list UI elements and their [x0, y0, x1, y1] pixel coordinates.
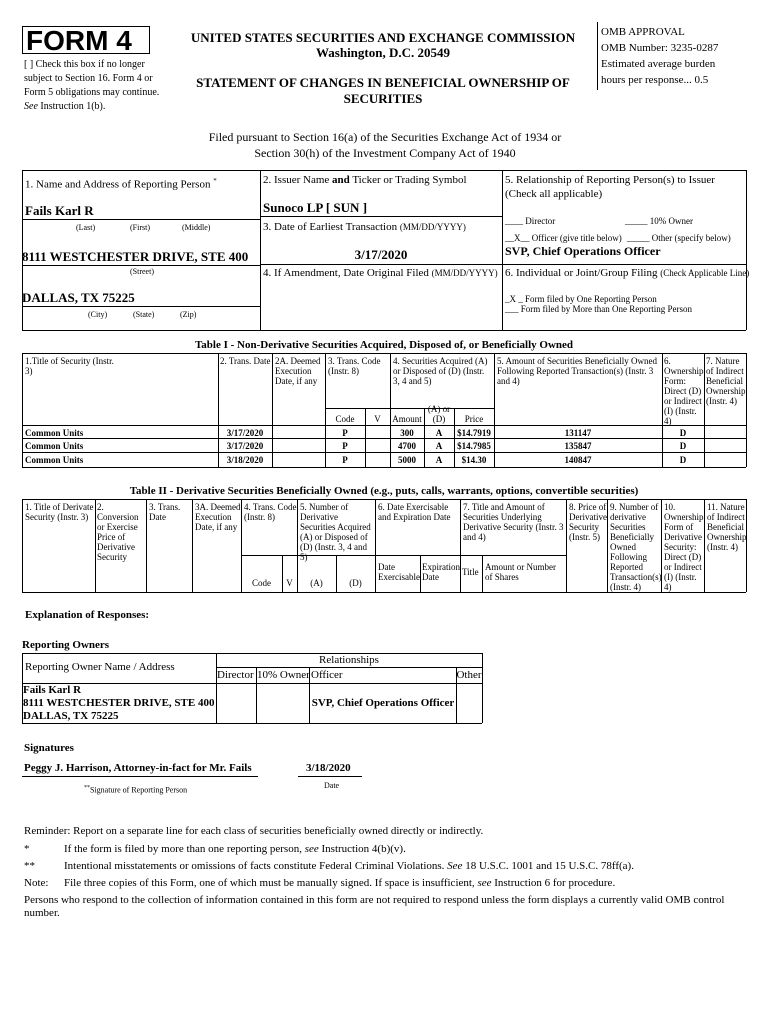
t2-sub-exp: Expiration Date	[422, 562, 460, 582]
t1-line	[22, 467, 746, 468]
box6-label-text: 6. Individual or Joint/Group Filing	[505, 267, 658, 279]
ro-line	[22, 683, 482, 684]
row-amount: 4700	[398, 441, 416, 451]
earliest-transaction-date: 3/17/2020	[354, 247, 408, 262]
box4-format: (MM/DD/YYYY)	[431, 268, 498, 278]
t2-sub-a: (A)	[310, 578, 323, 588]
ro-line	[482, 653, 483, 723]
middle-label: (Middle)	[182, 223, 211, 232]
row-price: $14.30	[461, 455, 487, 465]
row-amount: 300	[400, 428, 414, 438]
t2-line	[566, 499, 567, 592]
t2-line	[22, 592, 746, 593]
star1-see: see	[304, 843, 319, 855]
box1-label	[25, 175, 217, 192]
city-value: DALLAS, TX 75225	[22, 290, 135, 305]
state-label: (State)	[133, 310, 155, 319]
underline	[22, 306, 260, 307]
t1-sub-amount: Amount	[392, 414, 422, 424]
signature-date: 3/18/2020	[306, 762, 351, 774]
box4-label	[263, 267, 498, 280]
t1-line	[22, 353, 746, 354]
filed-line1: Filed pursuant to Section 16(a) of the Securities Exchange Act of 1934 or	[208, 130, 562, 144]
box4-label-text: 4. If Amendment, Date Original Filed	[263, 267, 429, 279]
statement-line2: SECURITIES	[343, 91, 423, 106]
underline	[22, 265, 260, 266]
row-owned: 131147	[564, 428, 592, 438]
note-label: Note:	[24, 877, 49, 889]
date-label: Date	[324, 781, 340, 790]
box6-label-small: (Check Applicable Line)	[660, 268, 750, 278]
t2-line	[192, 499, 193, 592]
star1-mark: *	[24, 843, 30, 855]
signatures-heading: Signatures	[24, 742, 74, 754]
box1-asterisk: *	[213, 177, 217, 185]
note-see: see	[477, 877, 492, 889]
row-aord: A	[435, 455, 443, 465]
t2-h2: 2. Conversion or Exercise Price of Derivative Security	[97, 502, 139, 562]
omb-title: OMB APPROVAL	[601, 26, 685, 38]
sig-label-text: Signature of Reporting Person	[90, 785, 188, 795]
row-date: 3/17/2020	[226, 428, 264, 438]
box1-label-text: 1. Name and Address of Reporting Person	[25, 178, 211, 191]
box3-format: (MM/DD/YYYY)	[399, 222, 466, 232]
street-label: (Street)	[130, 267, 154, 276]
box2-label-and: and	[332, 174, 350, 186]
row-form: D	[679, 428, 687, 438]
row-aord: A	[435, 428, 443, 438]
t2-h11: 11. Nature of Indirect Beneficial Ownership (Instr. 4)	[707, 502, 747, 552]
statement-line1: STATEMENT OF CHANGES IN BENEFICIAL OWNERSHIP OF	[196, 75, 570, 90]
row-form: D	[679, 441, 687, 451]
t2-h8: 8. Price of Derivative Security (Instr. 5)	[569, 502, 607, 542]
t2-h6: 6. Date Exercisable and Expiration Date	[378, 502, 451, 522]
grid-line	[746, 170, 747, 330]
reporting-owners-heading: Reporting Owners	[22, 639, 110, 651]
row-date: 3/18/2020	[226, 455, 264, 465]
t1-h5: 5. Amount of Securities Beneficially Owned Following Reported Transaction(s) (Instr. 3 and 4)	[497, 356, 657, 386]
t2-sub-title: Title	[462, 567, 479, 577]
table2-title: Table II - Derivative Securities Beneficially Owned (e.g., puts, calls, warrants, options, convertible securities)	[129, 485, 639, 497]
box2-label	[263, 174, 467, 187]
t2-h4: 4. Trans. Code (Instr. 8)	[244, 502, 297, 522]
row-title: Common Units	[25, 428, 84, 438]
filing-option-more[interactable]: ___ Form filed by More than One Reporting Person	[505, 304, 692, 314]
signature-label	[84, 784, 187, 795]
ro-col-owner: 10% Owner	[257, 669, 310, 681]
grid-line	[260, 264, 746, 265]
row-code: P	[342, 428, 348, 438]
row-form: D	[679, 455, 687, 465]
star2-see: See	[447, 860, 463, 872]
t1-line	[22, 353, 23, 467]
officer-option[interactable]: __X__ Officer (give title below)	[505, 233, 622, 243]
t1-line	[272, 353, 273, 467]
checkbox-text: [ ] Check this box if no longer subject to Section 16. Form 4 or Form 5 obligations may continue.	[24, 59, 160, 98]
checkbox-see: See	[24, 101, 38, 112]
row-aord: A	[435, 441, 443, 451]
star2-mark: **	[24, 860, 35, 872]
row-owned: 140847	[564, 455, 592, 465]
ro-col-director: Director	[217, 669, 254, 681]
t1-h6: 6. Ownership Form: Direct (D) or Indirect (I) (Instr. 4)	[664, 356, 704, 426]
t1-sub-v: V	[374, 414, 381, 424]
t2-sub-exer: Date Exercisable	[378, 562, 420, 582]
box2-label-b: Ticker or Trading Symbol	[349, 174, 467, 186]
filing-option-one[interactable]: _X _ Form filed by One Reporting Person	[505, 294, 657, 304]
t2-h5: 5. Number of Derivative Securities Acquired (A) or Disposed of (D) (Instr. 3, 4 and 5)	[300, 502, 371, 562]
signature-line	[22, 776, 258, 777]
star2-text	[64, 860, 634, 873]
row-amount: 5000	[398, 455, 416, 465]
t2-line	[420, 555, 421, 592]
table1-title: Table I - Non-Derivative Securities Acquired, Disposed of, or Beneficially Owned	[194, 339, 574, 351]
t2-sub-d: (D)	[349, 578, 362, 588]
t2-line	[241, 555, 566, 556]
city-label: (City)	[88, 310, 108, 319]
form-name: FORM 4	[26, 25, 132, 56]
t1-h1: 1.Title of Security (Instr. 3)	[25, 356, 114, 376]
t1-line	[22, 452, 746, 453]
sig-asterisks: **	[84, 785, 90, 791]
t1-line	[746, 353, 747, 467]
box3-label	[263, 221, 466, 234]
t1-sub-code: Code	[335, 414, 355, 424]
t2-line	[22, 499, 746, 500]
t2-line	[95, 499, 96, 592]
note-b: Instruction 6 for procedure.	[491, 877, 616, 889]
t1-sub-aord: (A) or (D)	[427, 404, 451, 424]
star2-a: Intentional misstatements or omissions of facts constitute Federal Criminal Violations.	[64, 860, 448, 872]
checkbox-instr: Instruction 1(b).	[40, 101, 106, 112]
ro-name3: DALLAS, TX 75225	[23, 710, 119, 722]
t1-h4: 4. Securities Acquired (A) or Disposed of (D) (Instr. 3, 4 and 5)	[393, 356, 488, 386]
ro-col-name: Reporting Owner Name / Address	[25, 661, 175, 673]
omb-divider	[597, 22, 598, 90]
filed-line2: Section 30(h) of the Investment Company Act of 1940	[254, 146, 516, 160]
box5-label2: (Check all applicable)	[505, 188, 603, 200]
t1-sub-price: Price	[464, 414, 484, 424]
ro-officer-value: SVP, Chief Operations Officer	[311, 697, 455, 709]
first-label: (First)	[130, 223, 150, 232]
ro-relationships: Relationships	[319, 654, 379, 666]
t1-line	[325, 408, 494, 409]
omb-number: OMB Number: 3235-0287	[601, 42, 719, 54]
row-title: Common Units	[25, 441, 84, 451]
signer-name: Peggy J. Harrison, Attorney-in-fact for Mr. Fails	[24, 762, 252, 774]
t2-sub-code: Code	[252, 578, 271, 588]
t2-h10: 10. Ownership Form of Derivative Security: Direct (D) or Indirect (I) (Instr. 4)	[664, 502, 704, 592]
section16-checkbox-text[interactable]	[24, 58, 174, 114]
omb-burden2: hours per response... 0.5	[601, 74, 709, 86]
ro-name2: 8111 WESTCHESTER DRIVE, STE 400	[23, 697, 215, 709]
other-option[interactable]: _____ Other (specify below)	[627, 233, 731, 243]
ro-col-other: Other	[456, 669, 482, 681]
t1-line	[22, 438, 746, 439]
t1-h2: 2. Trans. Date	[220, 356, 271, 366]
director-option[interactable]: ____ Director	[505, 216, 556, 226]
star2-b: 18 U.S.C. 1001 and 15 U.S.C. 78ff(a).	[462, 860, 634, 872]
t2-line	[22, 499, 23, 592]
officer-title: SVP, Chief Operations Officer	[505, 244, 661, 258]
row-price: $14.7985	[457, 441, 491, 451]
ro-name1: Fails Karl R	[23, 684, 82, 696]
grid-line	[22, 170, 746, 171]
row-date: 3/17/2020	[226, 441, 264, 451]
reminder: Reminder: Report on a separate line for each class of securities beneficially owned directly or indirectly.	[24, 825, 484, 837]
row-title: Common Units	[25, 455, 84, 465]
street-value: 8111 WESTCHESTER DRIVE, STE 400	[22, 249, 249, 264]
t2-line	[746, 499, 747, 592]
row-price: $14.7919	[457, 428, 491, 438]
issuer-name: Sunoco LP [ SUN ]	[263, 200, 368, 215]
star1-b: Instruction 4(b)(v).	[318, 843, 406, 855]
row-code: P	[342, 441, 348, 451]
box2-label-a: 2. Issuer Name	[263, 174, 333, 186]
grid-line	[260, 216, 502, 217]
t2-h3: 3. Trans. Date	[149, 502, 181, 522]
t1-h3: 3. Trans. Code (Instr. 8)	[328, 356, 381, 376]
omb-burden1: Estimated average burden	[601, 58, 716, 70]
last-label: (Last)	[76, 223, 96, 232]
omb-box	[601, 24, 761, 88]
box3-label-text: 3. Date of Earliest Transaction	[263, 221, 398, 233]
agency-line2: Washington, D.C. 20549	[316, 45, 450, 60]
row-code: P	[342, 455, 348, 465]
persons-notice: Persons who respond to the collection of information contained in this form are not required to respond unless the form displays a currently valid OMB control number.	[24, 894, 725, 919]
t1-h2a: 2A. Deemed Execution Date, if any	[275, 356, 321, 386]
box5-label1: 5. Relationship of Reporting Person(s) to Issuer	[505, 174, 715, 186]
agency-line1: UNITED STATES SECURITIES AND EXCHANGE COMMISSION	[190, 30, 576, 45]
t2-h1: 1. Title of Derivate Security (Instr. 3)	[25, 502, 94, 522]
note-text	[64, 877, 615, 890]
box6-label	[505, 267, 749, 280]
t2-sub-v: V	[286, 578, 293, 588]
note-a: File three copies of this Form, one of which must be manually signed. If space is insufficient,	[64, 877, 478, 889]
t2-line	[146, 499, 147, 592]
explanation-heading: Explanation of Responses:	[25, 609, 150, 621]
star1-a: If the form is filed by more than one reporting person,	[64, 843, 305, 855]
t2-line	[375, 499, 376, 592]
zip-label: (Zip)	[180, 310, 197, 319]
ten-percent-owner-option[interactable]: _____ 10% Owner	[625, 216, 693, 226]
underline	[22, 219, 260, 220]
t1-line	[22, 425, 746, 426]
ro-line	[22, 723, 482, 724]
grid-line	[22, 330, 746, 331]
t1-h7: 7. Nature of Indirect Beneficial Ownership (Instr. 4)	[706, 356, 746, 406]
row-owned: 135847	[564, 441, 592, 451]
t2-line	[460, 499, 461, 592]
t2-line	[607, 499, 608, 592]
t2-sub-amount: Amount or Number of Shares	[485, 562, 556, 582]
t2-line	[704, 499, 705, 592]
star1-text	[64, 843, 406, 856]
t2-h3a: 3A. Deemed Execution Date, if any	[195, 502, 241, 532]
date-line	[298, 776, 362, 777]
ro-col-officer: Officer	[311, 669, 343, 681]
t2-line	[482, 555, 483, 592]
grid-line	[502, 170, 503, 330]
t1-line	[704, 353, 705, 467]
reporting-person-name: Fails Karl R	[25, 203, 94, 218]
t2-h7: 7. Title and Amount of Securities Underlying Derivative Security (Instr. 3 and 4)	[463, 502, 564, 542]
t2-h9: 9. Number of derivative Securities Beneficially Owned Following Reported Transaction(s) (Instr. 4)	[610, 502, 662, 592]
